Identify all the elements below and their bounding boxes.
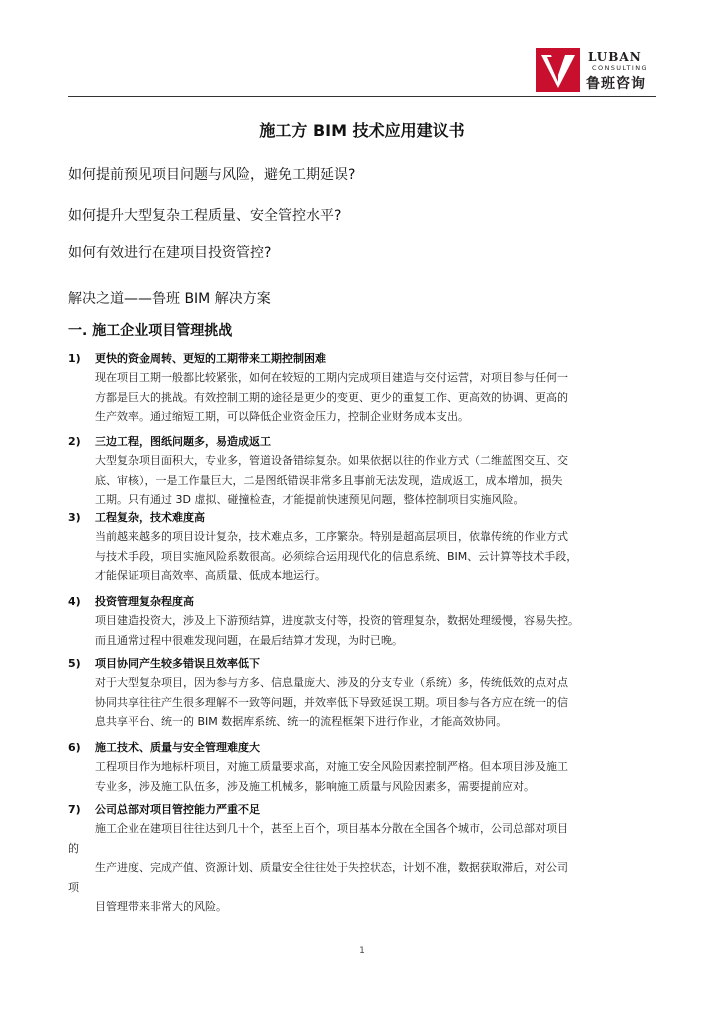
body-line: 施工企业在建项目往往达到几十个，甚至上百个，项目基本分散在全国各个城市，公司总部对项目: [95, 822, 568, 835]
item-heading: [68, 739, 658, 757]
item-heading: [68, 433, 658, 451]
logo-text-cn: 鲁班咨询: [586, 76, 646, 92]
body-line: 目管理带来非常大的风险。: [95, 900, 227, 913]
body-line: 生产进度、完成产值、资源计划、质量安全往往处于失控状态，计划不准，数据获取滞后，对公司: [95, 861, 568, 874]
challenge-item-2: [68, 433, 658, 510]
item-title: 施工技术、质量与安全管理难度大: [95, 741, 260, 754]
body-line: 工程项目作为地标杆项目，对施工质量要求高，对施工安全风险因素控制严格。但本项目涉及施工: [95, 760, 568, 773]
item-title: 公司总部对项目管控能力严重不足: [95, 803, 260, 816]
body-line: 大型复杂项目面积大，专业多，管道设备错综复杂。如果依据以往的作业方式（二维蓝图交互、交: [95, 454, 568, 467]
body-line: 项目建造投资大，涉及上下游预结算，进度款支付等，投资的管理复杂，数据处理缓慢，容易失控。: [95, 614, 579, 627]
question-2: 如何提升大型复杂工程质量、安全管控水平?: [68, 208, 342, 224]
body-line: 工期。只有通过 3D 虚拟、碰撞检查，才能提前快速预见问题，整体控制项目实施风险。: [95, 493, 525, 506]
item-number: 6): [68, 741, 81, 754]
item-heading: [68, 801, 658, 819]
challenge-item-5: [68, 655, 658, 732]
body-line: 息共享平台、统一的 BIM 数据库系统、统一的流程框架下进行作业，才能高效协同。: [95, 715, 508, 728]
item-body: [68, 819, 658, 917]
body-line: 方都是巨大的挑战。有效控制工期的途径是更少的变更、更少的重复工作、更高效的协调、更高的: [95, 390, 568, 404]
challenge-item-3: [68, 509, 658, 586]
item-body: [68, 451, 658, 510]
luban-v-logo-icon: [536, 48, 580, 92]
challenge-item-6: [68, 739, 658, 796]
item-title: 工程复杂，技术难度高: [95, 511, 205, 524]
item-number: 7): [68, 803, 81, 816]
body-line: 生产效率。通过缩短工期，可以降低企业资金压力，控制企业财务成本支出。: [95, 410, 469, 423]
item-number: 4): [68, 595, 81, 608]
item-body: [68, 757, 658, 796]
item-number: 1): [68, 352, 81, 365]
section-heading: 一. 施工企业项目管理挑战: [68, 323, 233, 339]
challenge-item-4: [68, 593, 658, 650]
logo-text-consulting: CONSULTING: [592, 64, 648, 72]
item-body: [68, 527, 658, 586]
page-number: 1: [359, 946, 365, 956]
luban-logo: [536, 46, 658, 96]
item-heading: [68, 593, 658, 611]
body-line: 与技术手段，项目实施风险系数很高。必须综合运用现代化的信息系统、BIM、云计算等技术手段，: [95, 549, 578, 563]
item-number: 2): [68, 435, 81, 448]
item-body: [68, 368, 658, 427]
body-line: 专业多，涉及施工队伍多，涉及施工机械多，影响施工质量与风险因素多，需要提前应对。: [95, 779, 535, 793]
body-line: 的: [68, 841, 79, 855]
body-line: 底、审核），一是工作量巨大，二是图纸错误非常多且事前无法发现，造成返工，成本增加，损失: [95, 473, 563, 487]
item-title: 项目协同产生较多错误且效率低下: [95, 657, 260, 670]
document-title: 施工方 BIM 技术应用建议书: [259, 121, 465, 140]
body-line: 而且通常过程中很难发现问题，在最后结算才发现，为时已晚。: [95, 633, 403, 647]
item-heading: [68, 509, 658, 527]
header-divider: [68, 96, 656, 97]
item-body: [68, 673, 658, 732]
item-title: 更快的资金周转、更短的工期带来工期控制困难: [95, 352, 326, 365]
body-line: 项: [68, 880, 79, 894]
body-line: 当前越来越多的项目设计复杂，技术难点多，工序繁杂。特别是超高层项目，依靠传统的作业方式: [95, 530, 568, 543]
item-heading: [68, 350, 658, 368]
item-number: 5): [68, 657, 81, 670]
item-heading: [68, 655, 658, 673]
item-title: 投资管理复杂程度高: [95, 595, 194, 608]
body-line: 协同共享往往产生很多理解不一致等问题，并效率低下导致延误工期。项目参与各方应在统一的信: [95, 695, 568, 709]
challenge-item-1: [68, 350, 658, 427]
question-3: 如何有效进行在建项目投资管控?: [68, 245, 272, 261]
item-number: 3): [68, 511, 81, 524]
body-line: 现在项目工期一般都比较紧张，如何在较短的工期内完成项目建造与交付运营，对项目参与任何一: [95, 371, 568, 384]
logo-text-en: LUBAN: [588, 50, 642, 64]
body-line: 对于大型复杂项目，因为参与方多、信息量庞大、涉及的分支专业（系统）多，传统低效的点对点: [95, 676, 568, 689]
item-body: [68, 611, 658, 650]
question-1: 如何提前预见项目问题与风险，避免工期延误?: [68, 167, 356, 183]
body-line: 才能保证项目高效率、高质量、低成本地运行。: [95, 569, 326, 582]
solution-heading: 解决之道——鲁班 BIM 解决方案: [68, 291, 271, 307]
challenge-item-7: [68, 801, 658, 917]
item-title: 三边工程，图纸问题多，易造成返工: [95, 435, 271, 448]
